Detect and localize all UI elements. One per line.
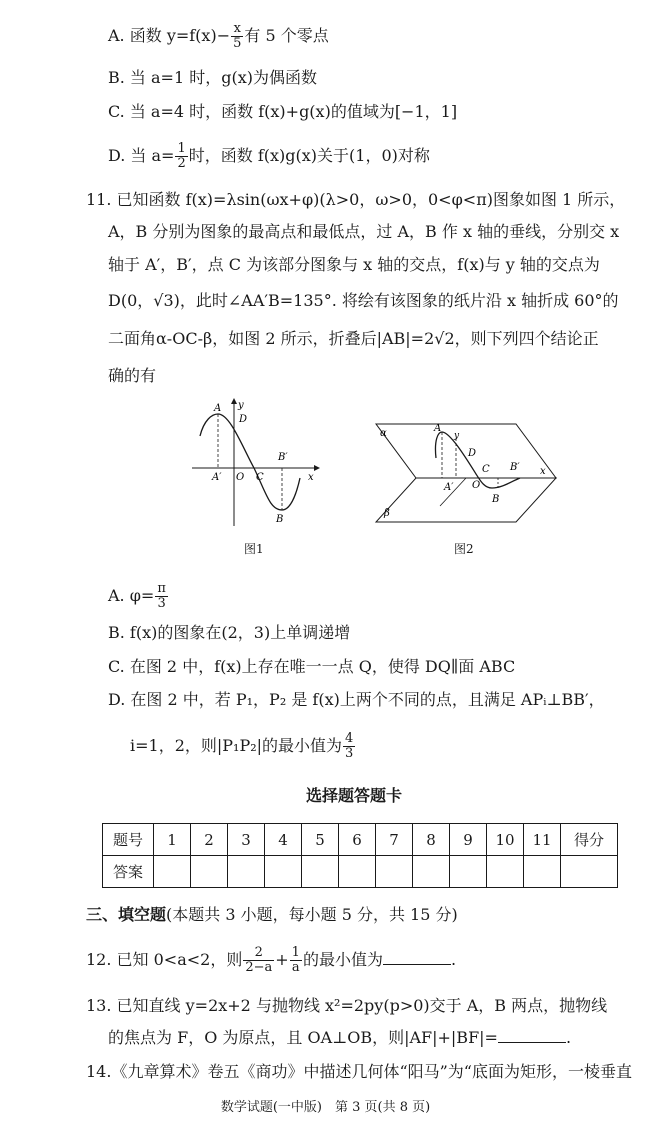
q11-option-b: B. f(x)的图象在(2，3)上单调递增 (108, 623, 351, 642)
label-b: B (492, 494, 500, 505)
q11-stem-line-4: D(0，√3)，此时∠AA′B=135°. 将绘有该图象的纸片沿 x 轴折成 60°的 (108, 291, 619, 310)
label-a-prime: A′ (212, 472, 222, 483)
answer-cell[interactable] (302, 856, 339, 888)
label-c: C (482, 464, 490, 475)
answer-blank[interactable] (498, 1028, 566, 1043)
label-b-prime: B′ (278, 452, 288, 463)
q11-option-a: A. φ= $\frac{\pi}{3}$ (108, 581, 166, 611)
header-cell: 2 (191, 824, 228, 856)
q11-stem-line-5: 二面角α-OC-β，如图 2 所示，折叠后|AB|=2√2，则下列四个结论正 (108, 329, 599, 348)
answer-cell[interactable] (487, 856, 524, 888)
q10-option-d: D. 当 a= $\frac{1}{2}$ 时，函数 f(x)g(x)关于(1，0)对称 (108, 141, 430, 171)
label-o: O (472, 480, 481, 491)
header-cell: 9 (450, 824, 487, 856)
label-b-prime: B′ (510, 462, 520, 473)
q11-stem-line-3: 轴于 A′，B′，点 C 为该部分图象与 x 轴的交点，f(x)与 y 轴的交点为 (108, 255, 600, 274)
header-cell: 1 (154, 824, 191, 856)
plane-alpha (376, 424, 556, 478)
answer-cell[interactable] (154, 856, 191, 888)
q11-stem-line-2: A，B 分别为图象的最高点和最低点，过 A，B 作 x 轴的垂线，分别交 x (108, 222, 620, 241)
answer-cell[interactable] (339, 856, 376, 888)
answer-cell[interactable] (413, 856, 450, 888)
score-cell[interactable] (561, 856, 618, 888)
q10-option-a-text: A. 函数 y=f(x)− (108, 26, 231, 45)
label-alpha: α (380, 428, 387, 439)
table-row (103, 824, 618, 856)
q11-option-d-line-1: D. 在图 2 中，若 P₁，P₂ 是 f(x)上两个不同的点，且满足 APᵢ⊥BB′， (108, 690, 605, 709)
label-a: A (434, 423, 442, 434)
fraction: $\frac{1}{2}$ (177, 141, 186, 171)
label-a-prime: A′ (444, 482, 454, 493)
header-cell: 11 (524, 824, 561, 856)
figure-2-caption: 图2 (454, 542, 474, 556)
figure-1 (190, 398, 320, 537)
answer-cell[interactable] (191, 856, 228, 888)
header-cell: 得分 (561, 824, 618, 856)
section-3-heading: 三、填空题(本题共 3 小题，每小题 5 分，共 15 分) (86, 905, 458, 924)
answer-cell[interactable] (524, 856, 561, 888)
figure-2 (370, 418, 560, 532)
header-cell: 10 (487, 824, 524, 856)
table-row (103, 856, 618, 888)
label-o: O (236, 472, 245, 483)
label-b: B (276, 514, 284, 525)
answer-cell[interactable] (450, 856, 487, 888)
header-cell: 题号 (103, 824, 154, 856)
label-c: C (256, 472, 264, 483)
figure-2-graph (370, 418, 560, 528)
header-cell: 6 (339, 824, 376, 856)
label-a: A (214, 403, 222, 414)
label-y: y (238, 400, 244, 411)
q14-line-1: 14.《九章算术》卷五《商功》中描述几何体“阳马”为“底面为矩形，一棱垂直 (86, 1062, 632, 1081)
header-cell: 3 (228, 824, 265, 856)
y-axis-arrow (231, 398, 237, 404)
fraction: $\frac{1}{a}$ (291, 945, 300, 975)
answer-cell[interactable] (265, 856, 302, 888)
label-x: x (308, 472, 314, 483)
plane-beta (376, 478, 556, 522)
page-footer: 数学试题(一中版) 第 3 页(共 8 页) (220, 1100, 431, 1115)
fraction: $\frac{4}{3}$ (345, 731, 354, 761)
fraction: $\frac{2}{2-a}$ (245, 945, 273, 975)
q10-option-a: A. 函数 y=f(x)− $\frac{x}{5}$ 有 5 个零点 (108, 21, 329, 51)
q11-option-c: C. 在图 2 中，f(x)上存在唯一一点 Q，使得 DQ∥面 ABC (108, 657, 516, 676)
fraction: $\frac{x}{5}$ (233, 21, 242, 51)
answer-card-title: 选择题答题卡 (306, 786, 403, 805)
label-x: x (540, 466, 546, 477)
header-cell: 8 (413, 824, 450, 856)
answer-cell[interactable] (376, 856, 413, 888)
q13-line-2: 的焦点为 F，O 为原点，且 OA⊥OB，则|AF|+|BF|= . (108, 1028, 572, 1047)
answer-cell[interactable] (228, 856, 265, 888)
row-label-cell: 答案 (103, 856, 154, 888)
q12-text: 12. 已知 0<a<2，则 $\frac{2}{2-a}$ + $\frac{1}{a}$ 的最小值为 . (86, 945, 457, 975)
q10-option-c: C. 当 a=4 时，函数 f(x)+g(x)的值域为[−1，1] (108, 102, 458, 121)
label-y: y (454, 431, 460, 441)
answer-card-table (102, 823, 618, 888)
label-d: D (468, 448, 477, 459)
fraction: $\frac{\pi}{3}$ (157, 581, 166, 611)
label-d: D (239, 414, 248, 425)
header-cell: 7 (376, 824, 413, 856)
header-cell: 4 (265, 824, 302, 856)
answer-blank[interactable] (383, 950, 451, 965)
q11-stem-line-1: 11. 已知函数 f(x)=λsin(ωx+φ)(λ>0，ω>0，0<φ<π)图象如图 1 所示， (86, 190, 626, 209)
q11-option-d-line-2: i=1，2，则|P₁P₂|的最小值为 $\frac{4}{3}$ (130, 731, 354, 761)
label-beta: β (384, 508, 390, 519)
q10-option-b: B. 当 a=1 时，g(x)为偶函数 (108, 68, 317, 87)
q13-line-1: 13. 已知直线 y=2x+2 与抛物线 x²=2py(p>0)交于 A，B 两点，抛物线 (86, 996, 608, 1015)
header-cell: 5 (302, 824, 339, 856)
q11-stem-line-6: 确的有 (108, 366, 157, 385)
figure-1-caption: 图1 (244, 542, 264, 556)
figure-1-graph (190, 398, 320, 533)
x-axis-arrow (314, 465, 320, 471)
